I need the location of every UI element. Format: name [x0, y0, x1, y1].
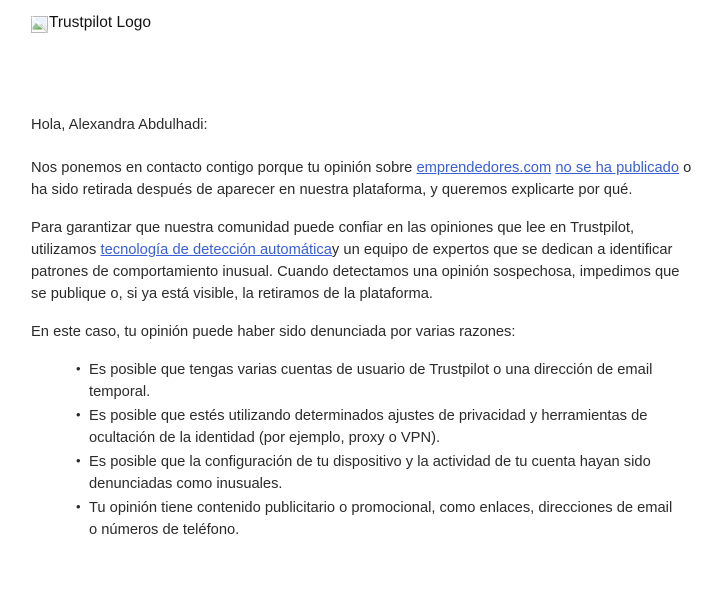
greeting-text: Hola, Alexandra Abdulhadi:	[31, 117, 208, 133]
paragraph-detection	[31, 217, 694, 305]
paragraph-intro-part-3: o ha sido retirada después de aparecer en nuestra plataforma, y queremos explicarte por qué.	[31, 160, 692, 198]
list-item-text: Tu opinión tiene contenido publicitario o promocional, como enlaces, direcciones de email o números de teléfono.	[89, 500, 673, 538]
paragraph-reasons-intro	[31, 321, 694, 343]
paragraph-reasons-intro-text: En este caso, tu opinión puede haber sido denunciada por varias razones:	[31, 324, 516, 340]
list-item-text: Es posible que la configuración de tu dispositivo y la actividad de tu cuenta hayan sido denunciadas como inusuales.	[89, 454, 651, 492]
list-item-text: Es posible que tengas varias cuentas de usuario de Trustpilot o una dirección de email temporal.	[89, 362, 653, 400]
reasons-list	[31, 359, 694, 541]
link-tecnologia-deteccion-automatica[interactable]: tecnología de detección automática	[100, 242, 332, 258]
trustpilot-logo-broken-image	[31, 14, 151, 32]
link-emprendedores[interactable]: emprendedores.com	[416, 160, 552, 176]
paragraph-detection-part-1: Para garantizar que nuestra comunidad puede confiar en las opiniones que lee en Trustpilot, utilizamos	[31, 220, 635, 258]
list-item	[89, 451, 694, 495]
paragraph-detection-part-2: y un equipo de expertos que se dedican a identificar patrones de comportamiento inusual. Cuando detectamos una opinión sospechosa, impedimos que se publique o, si ya está visible, la retiramos de la plataforma.	[31, 242, 680, 302]
broken-image-icon	[31, 16, 48, 33]
link-no-se-ha-publicado[interactable]: no se ha publicado	[555, 160, 679, 176]
list-item-text: Es posible que estés utilizando determinados ajustes de privacidad y herramientas de ocultación de la identidad (por ejemplo, proxy o VPN).	[89, 408, 648, 446]
paragraph-intro	[31, 157, 694, 201]
greeting-line	[31, 114, 694, 136]
list-item	[89, 497, 694, 541]
paragraph-intro-part-1: Nos ponemos en contacto contigo porque tu opinión sobre	[31, 160, 417, 176]
list-item	[89, 359, 694, 403]
email-content	[0, 114, 720, 541]
list-item	[89, 405, 694, 449]
trustpilot-logo-alt-text: Trustpilot Logo	[49, 14, 151, 31]
header-spacer	[0, 46, 720, 114]
email-header	[0, 0, 720, 46]
